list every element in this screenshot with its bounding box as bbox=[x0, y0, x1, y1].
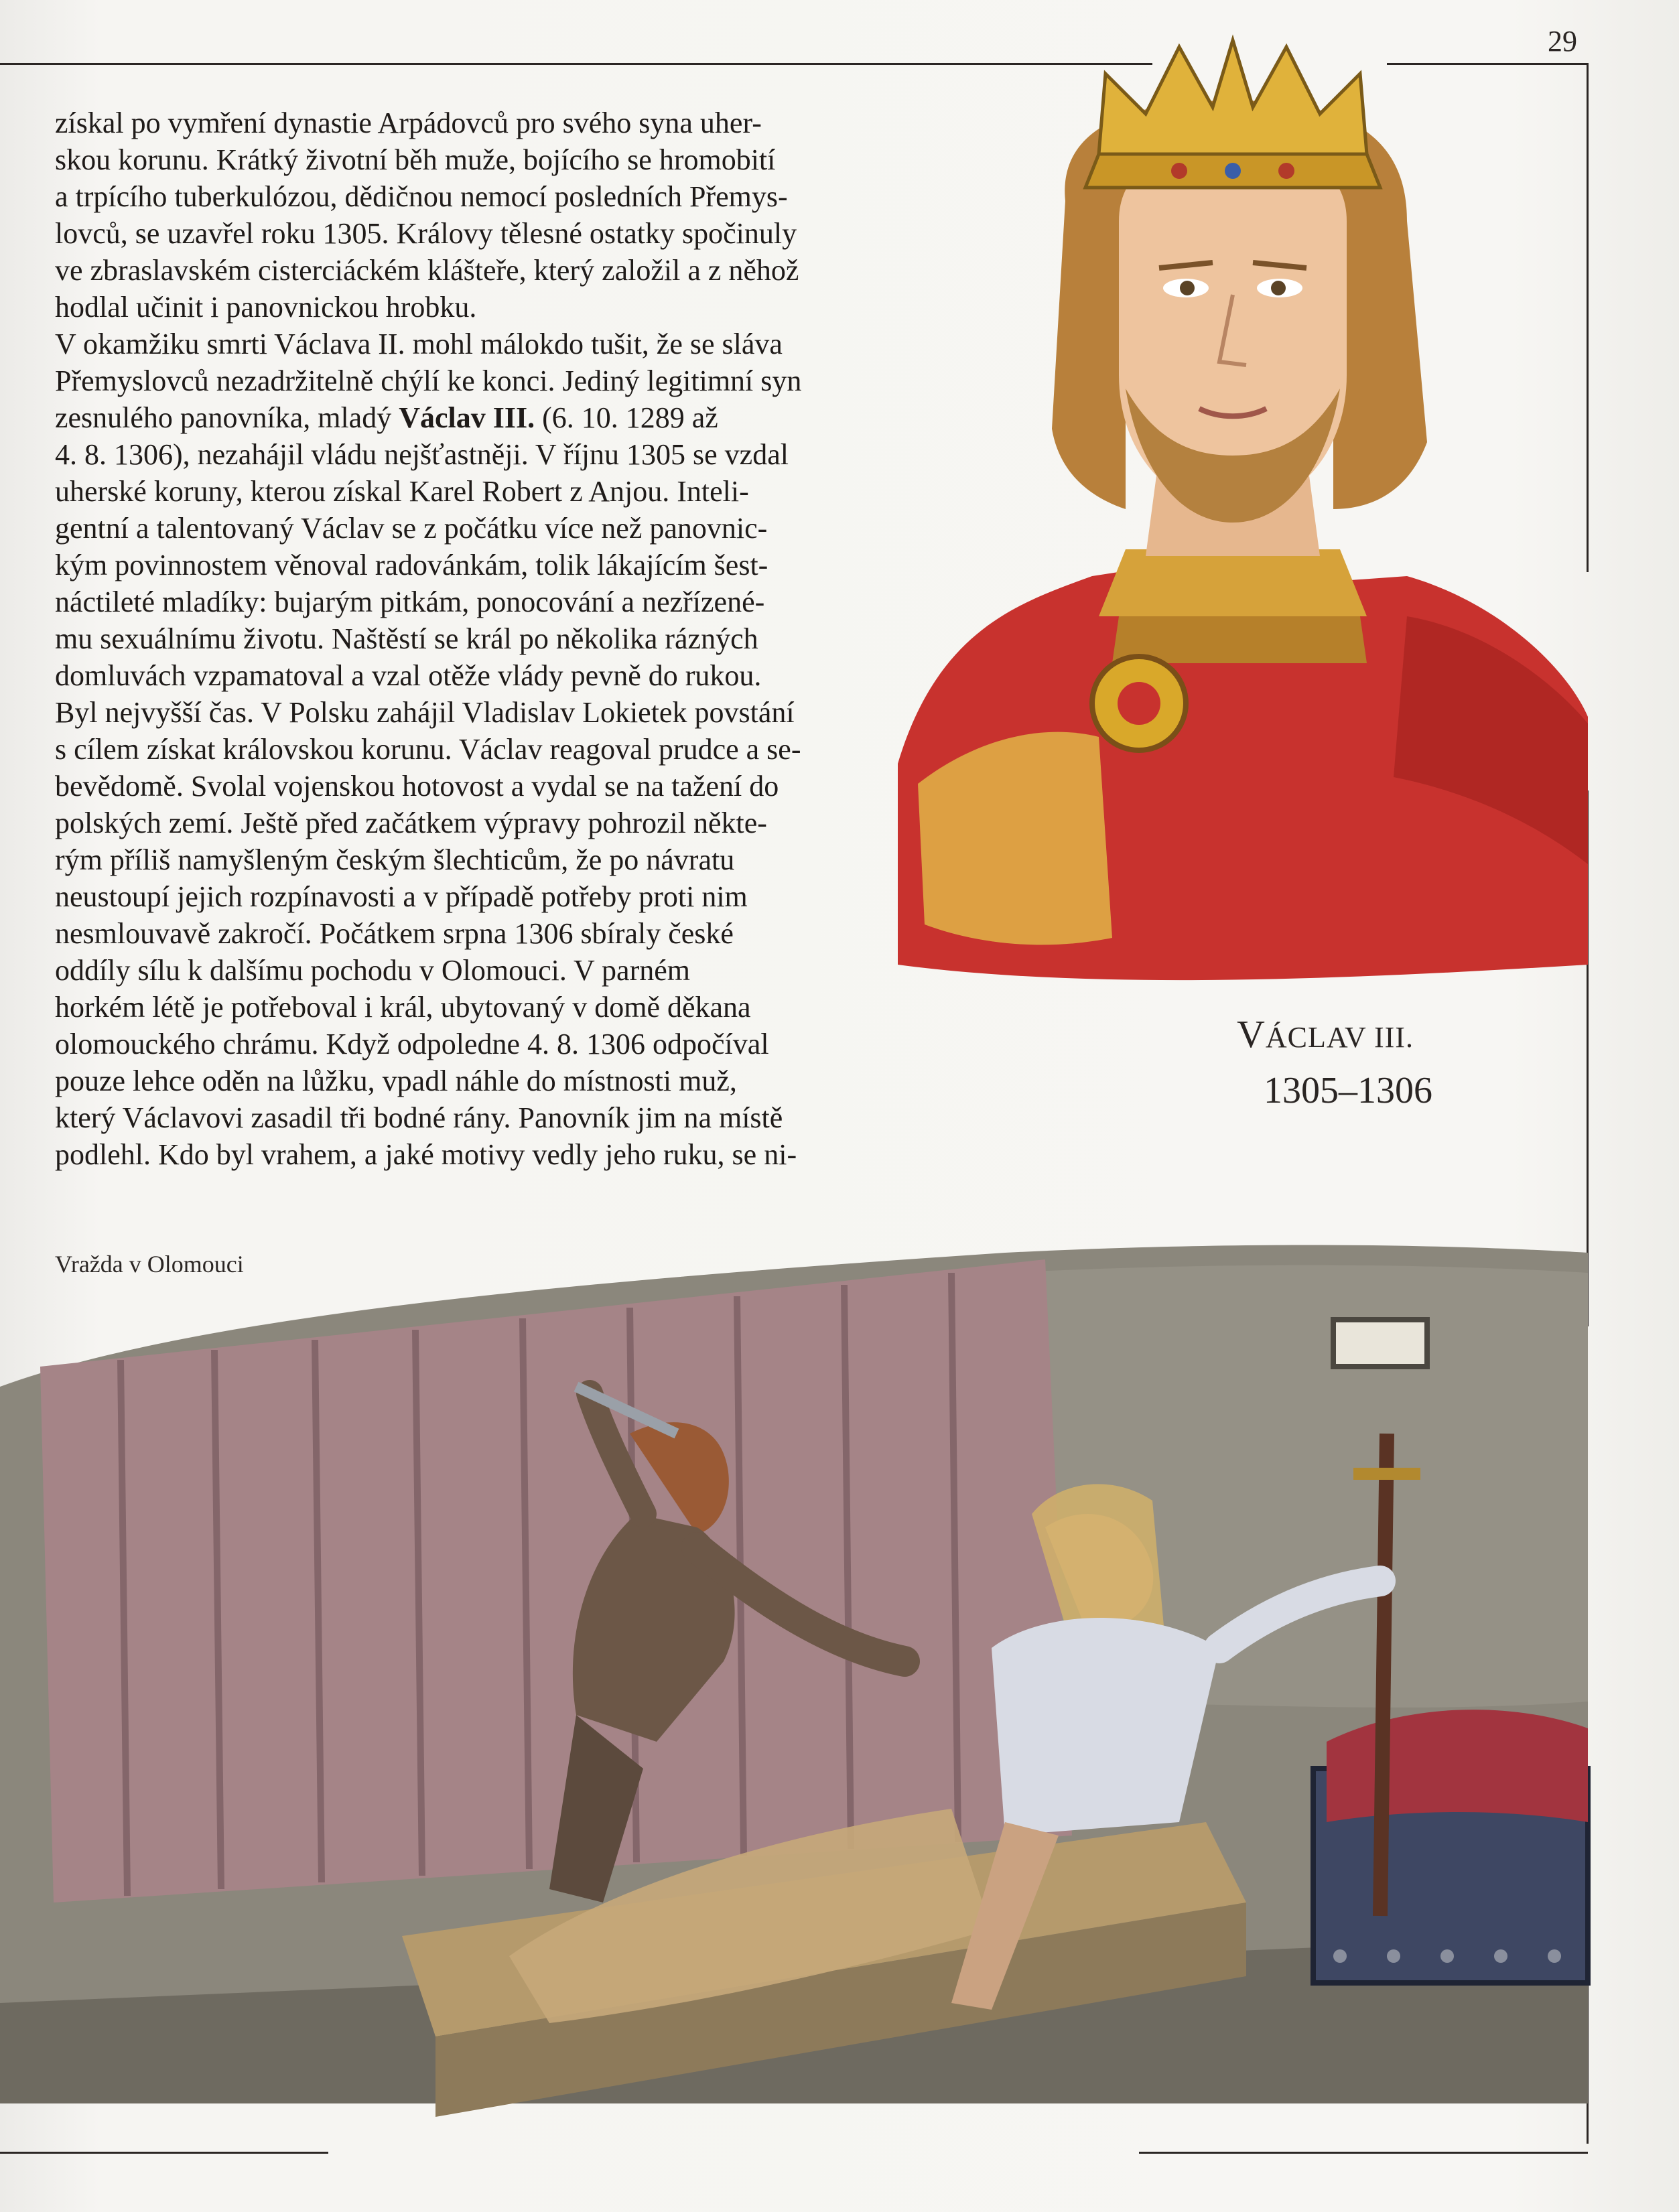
body-line bbox=[55, 399, 859, 436]
portrait-caption-name bbox=[1237, 1012, 1414, 1056]
body-line: V okamžiku smrti Václava II. mohl málokdo tušit, že se sláva bbox=[55, 328, 783, 360]
body-line: skou korunu. Krátký životní běh muže, bojícího se hromobití bbox=[55, 143, 776, 176]
body-line: pouze lehce oděn na lůžku, vpadl náhle do místnosti muž, bbox=[55, 1064, 737, 1097]
portrait-caption-years: 1305–1306 bbox=[1264, 1070, 1432, 1111]
body-line: horkém létě je potřeboval i král, ubytovaný v domě děkana bbox=[55, 991, 751, 1024]
body-line-part: zesnulého panovníka, mladý bbox=[55, 401, 399, 434]
body-line: oddíly sílu k dalšímu pochodu v Olomouci. V parném bbox=[55, 954, 690, 987]
body-text bbox=[55, 105, 859, 1173]
king-portrait-illustration bbox=[898, 27, 1588, 1005]
body-line: který Václavovi zasadil tři bodné rány. Panovník jim na místě bbox=[55, 1101, 783, 1134]
body-line: mu sexuálnímu životu. Naštěstí se král po několika rázných bbox=[55, 622, 758, 655]
body-line: gentní a talentovaný Václav se z počátku více než panovnic- bbox=[55, 512, 768, 545]
body-line: neustoupí jejich rozpínavosti a v případě potřeby proti nim bbox=[55, 880, 748, 913]
body-line: 4. 8. 1306), nezahájil vládu nejšťastněji. V říjnu 1305 se vzdal bbox=[55, 438, 789, 471]
body-line: náctileté mladíky: bujarým pitkám, ponocování a nezřízené- bbox=[55, 585, 765, 618]
body-line: olomouckého chrámu. Když odpoledne 4. 8. 1306 odpočíval bbox=[55, 1028, 769, 1060]
body-line-part: (6. 10. 1289 až bbox=[535, 401, 718, 434]
body-line: s cílem získat královskou korunu. Václav reagoval prudce a se- bbox=[55, 733, 801, 766]
body-line: polských zemí. Ještě před začátkem výpravy pohrozil někte- bbox=[55, 807, 767, 839]
body-line: kým povinnostem věnoval radovánkám, tolik lákajícím šest- bbox=[55, 549, 768, 581]
page-number: 29 bbox=[1548, 25, 1577, 58]
caption-name-rest: ÁCLAV bbox=[1265, 1021, 1366, 1054]
illustration-caption: Vražda v Olomouci bbox=[55, 1251, 244, 1277]
body-line: bevědomě. Svolal vojenskou hotovost a vydal se na tažení do bbox=[55, 770, 779, 803]
body-line: ve zbraslavském cisterciáckém klášteře, který založil a z něhož bbox=[55, 254, 799, 287]
caption-name-initial: V bbox=[1237, 1012, 1266, 1056]
body-line: lovců, se uzavřel roku 1305. Královy tělesné ostatky spočinuly bbox=[55, 217, 797, 250]
caption-name-numeral: III. bbox=[1365, 1021, 1414, 1054]
body-line: domluvách vzpamatoval a vzal otěže vlády pevně do rukou. bbox=[55, 659, 762, 692]
body-line: získal po vymření dynastie Arpádovců pro svého syna uher- bbox=[55, 107, 762, 139]
body-line: Byl nejvyšší čas. V Polsku zahájil Vladislav Lokietek povstání bbox=[55, 696, 795, 729]
body-line: a trpícího tuberkulózou, dědičnou nemocí posledních Přemys- bbox=[55, 180, 788, 213]
body-line: nesmlouvavě zakročí. Počátkem srpna 1306 sbíraly české bbox=[55, 917, 734, 950]
king-name-bold: Václav III. bbox=[399, 401, 535, 434]
body-line: hodlal učinit i panovnickou hrobku. bbox=[55, 291, 477, 324]
body-line: rým příliš namyšleným českým šlechticům, že po návratu bbox=[55, 843, 735, 876]
murder-scene-illustration bbox=[0, 1233, 1679, 2157]
body-line: podlehl. Kdo byl vrahem, a jaké motivy vedly jeho ruku, se ni- bbox=[55, 1138, 797, 1171]
body-line: Přemyslovců nezadržitelně chýlí ke konci. Jediný legitimní syn bbox=[55, 364, 802, 397]
body-line: uherské koruny, kterou získal Karel Robert z Anjou. Inteli- bbox=[55, 475, 749, 508]
